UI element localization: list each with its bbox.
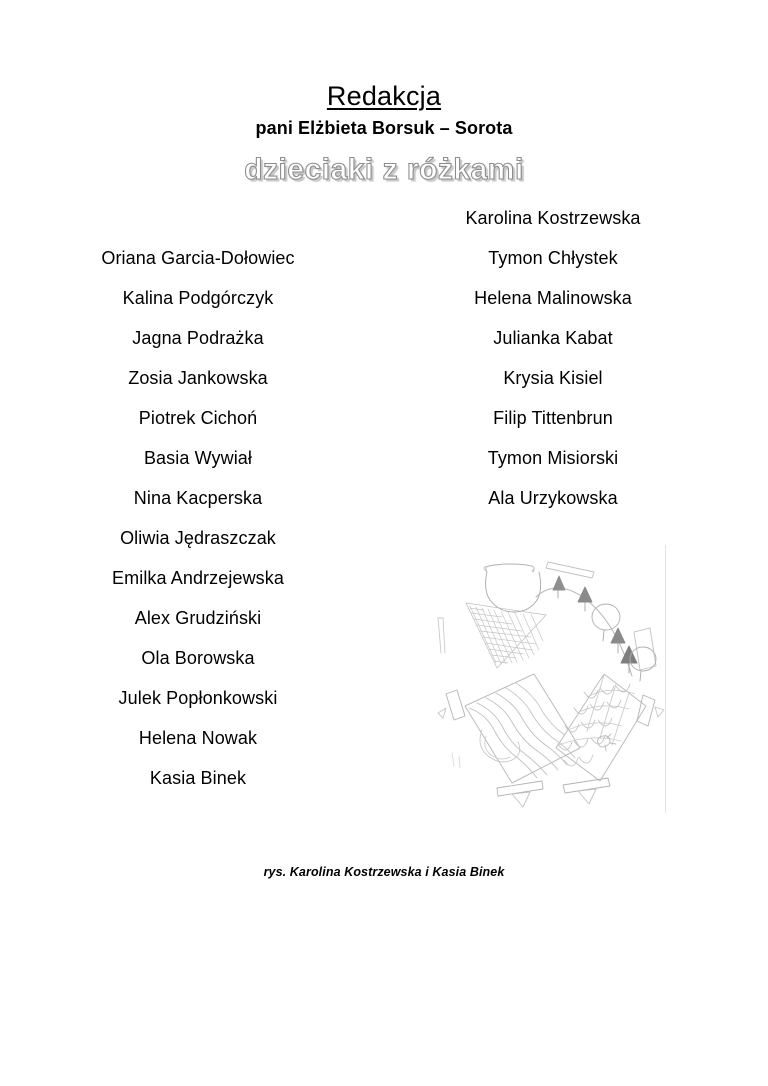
list-item: Alex Grudziński <box>134 608 262 628</box>
list-item: Ola Borowska <box>141 648 255 668</box>
scallop-panel <box>556 674 664 804</box>
plank-right <box>634 628 656 670</box>
list-item: Helena Nowak <box>138 728 258 748</box>
wordart-team-title: dzieciaki z różkami <box>244 153 524 186</box>
hatched-triangle <box>466 603 546 668</box>
pot-outline <box>484 564 541 612</box>
name-column-right <box>422 198 684 518</box>
name-column-left <box>48 238 348 798</box>
pencil-drawing-illustration <box>424 540 668 815</box>
list-item: Basia Wywiał <box>143 448 253 468</box>
list-item: Kasia Binek <box>149 768 247 788</box>
list-item: Karolina Kostrzewska <box>465 208 641 228</box>
conifer-tree <box>553 576 565 598</box>
list-item: Julek Popłonkowski <box>118 688 278 708</box>
conifer-tree <box>578 587 592 611</box>
list-item: Oliwia Jędraszczak <box>120 528 276 548</box>
round-tree <box>630 647 656 681</box>
list-item: Tymon Chłystek <box>488 248 618 268</box>
list-item: Helena Malinowska <box>474 288 632 308</box>
illustration-caption: rys. Karolina Kostrzewska i Kasia Binek <box>263 865 505 879</box>
list-item: Ala Urzykowska <box>488 488 618 508</box>
list-item: Kalina Podgórczyk <box>122 288 274 308</box>
list-item: Piotrek Cichoń <box>138 408 258 428</box>
small-stick-left <box>438 618 445 653</box>
list-item: Filip Tittenbrun <box>493 408 613 428</box>
list-item: Jagna Podrażka <box>132 328 264 348</box>
page-title <box>0 80 768 112</box>
wavy-panel <box>438 674 580 807</box>
list-item: Nina Kacperska <box>133 488 263 508</box>
list-item: Emilka Andrzejewska <box>112 568 284 588</box>
list-item: Zosia Jankowska <box>128 368 268 388</box>
list-item: Krysia Kisiel <box>503 368 603 388</box>
list-item: Oriana Garcia-Dołowiec <box>101 248 295 268</box>
plank-top-right <box>546 562 594 578</box>
list-item: Julianka Kabat <box>493 328 613 348</box>
list-item: Tymon Misiorski <box>487 448 619 468</box>
page-title-text: Redakcja <box>326 81 442 111</box>
editor-supervisor-name: pani Elżbieta Borsuk – Sorota <box>255 118 513 138</box>
hillside-with-trees <box>536 576 656 681</box>
